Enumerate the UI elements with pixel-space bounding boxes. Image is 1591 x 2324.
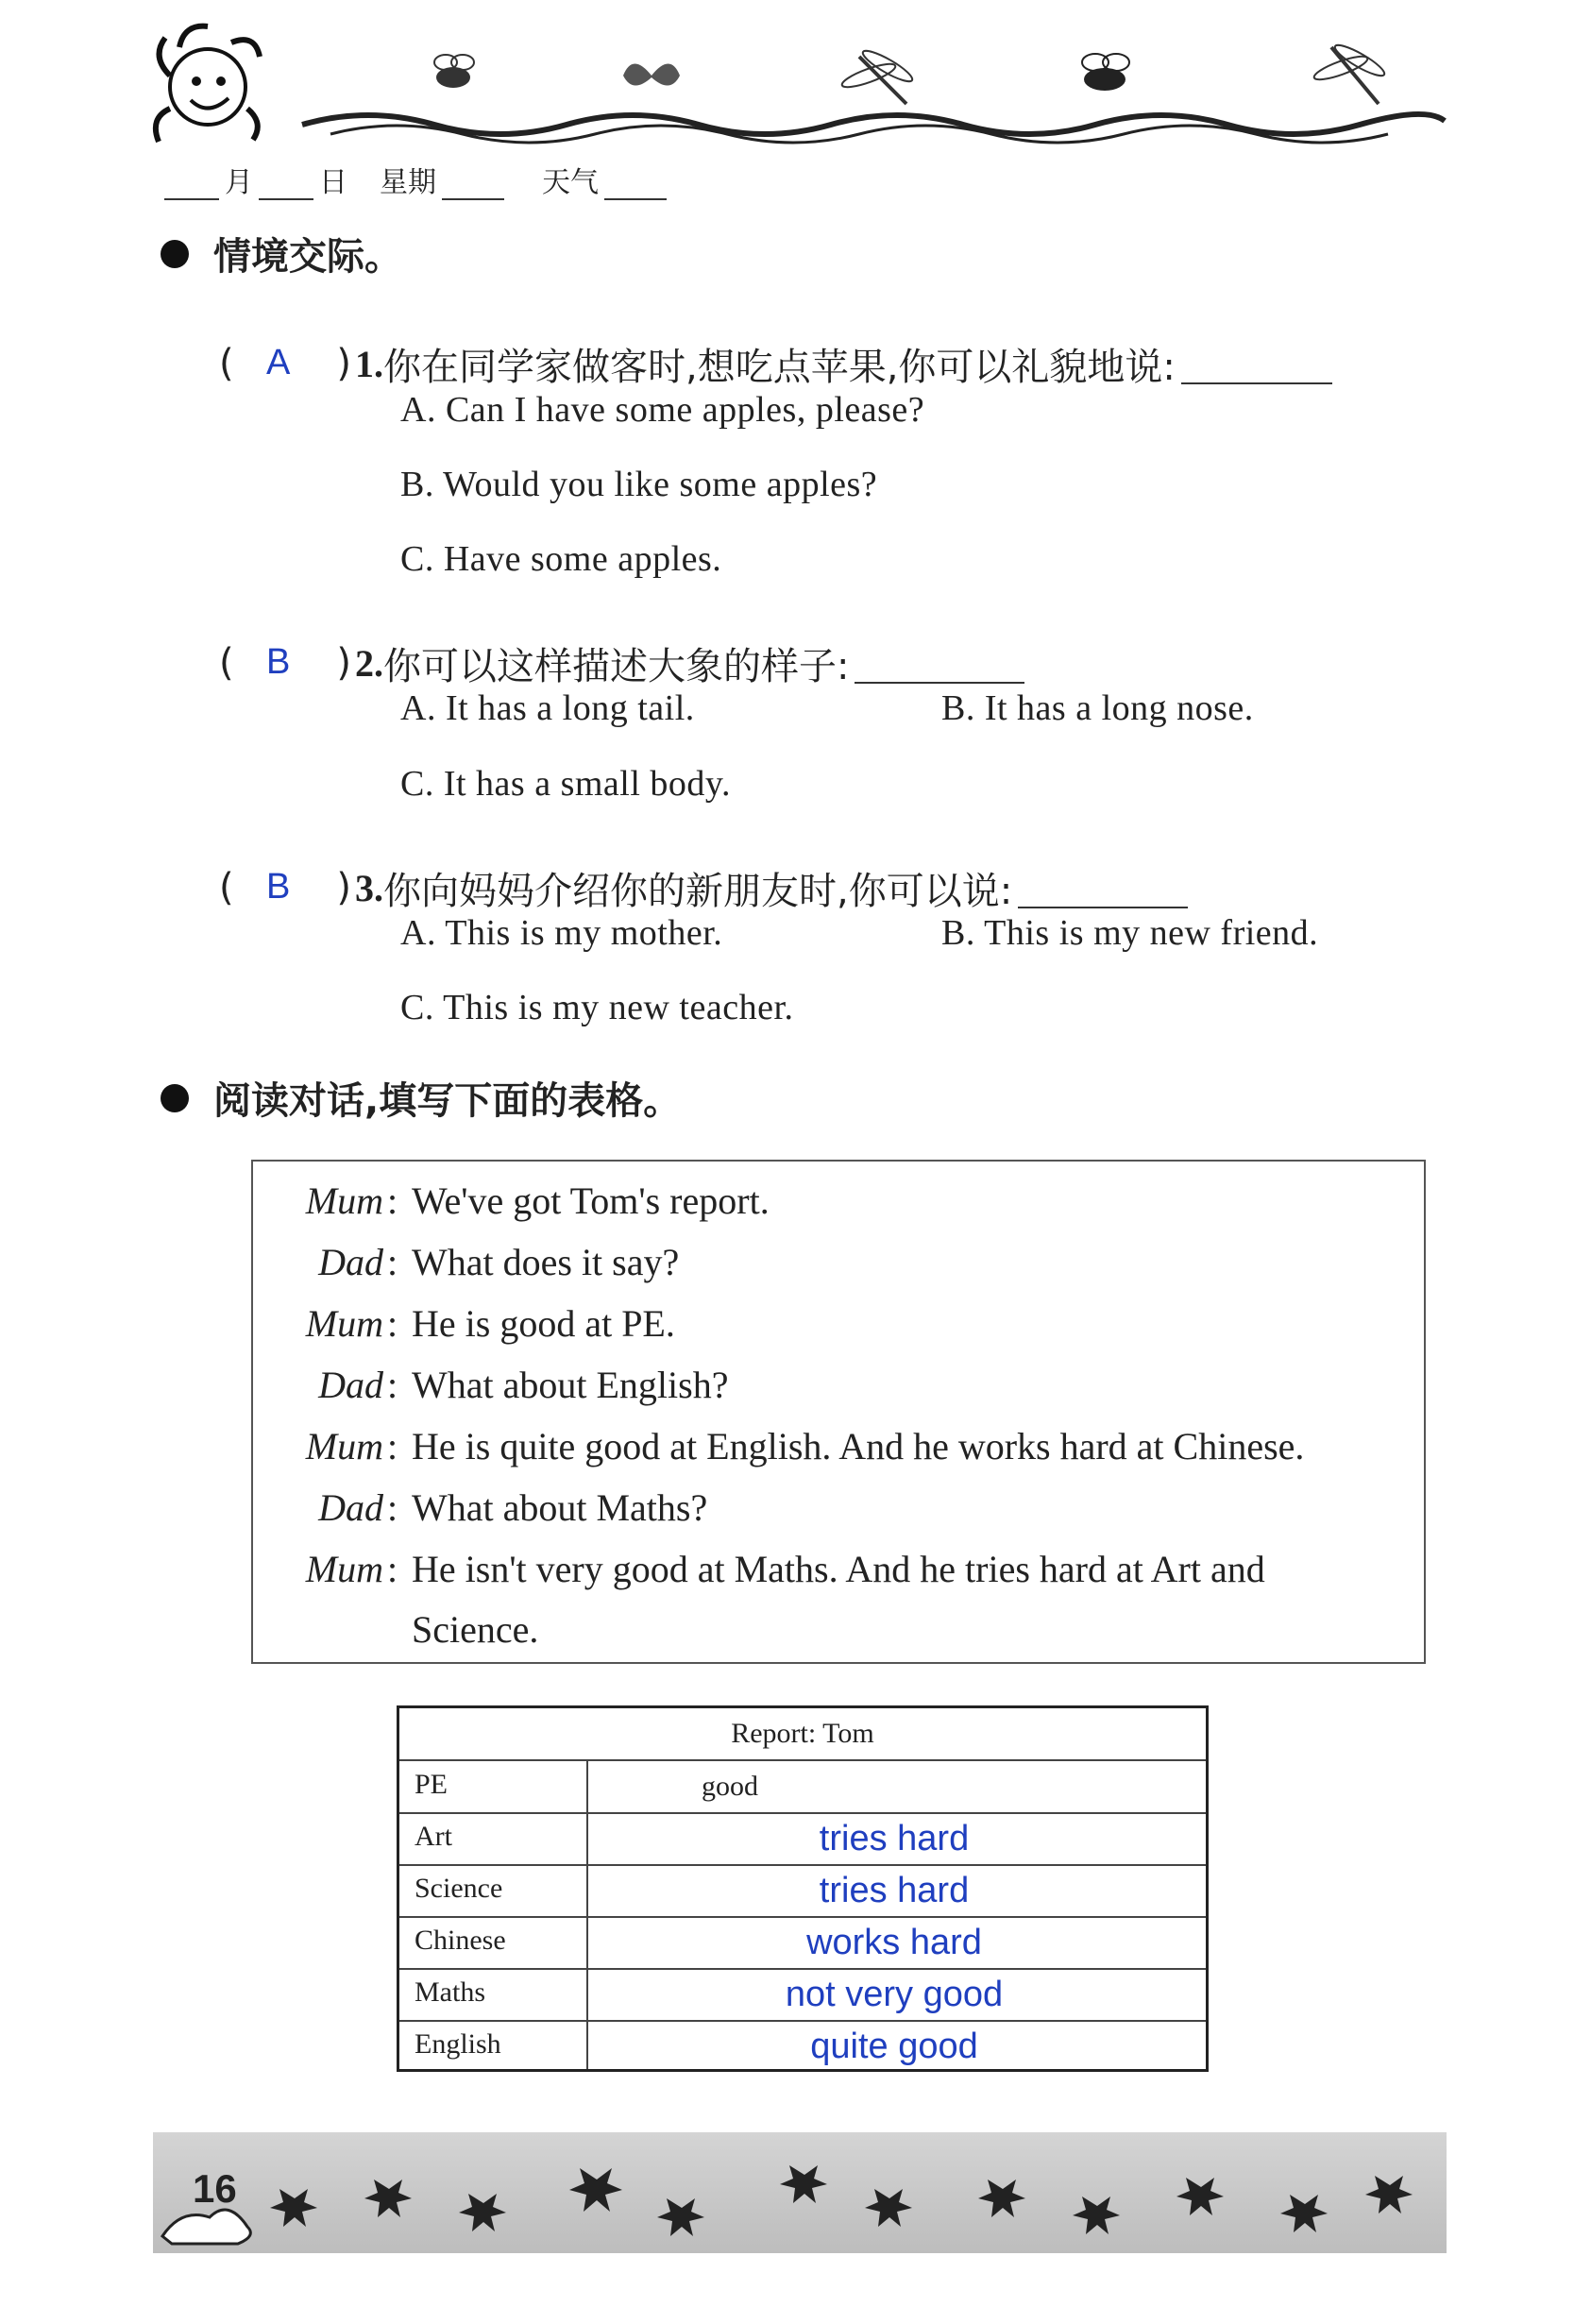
wasp-icon xyxy=(1082,54,1129,91)
speaker: Dad xyxy=(318,1364,383,1406)
subject-cell: PE xyxy=(415,1769,449,1800)
answer-1: A xyxy=(266,342,291,382)
q2-option-c: C. It has a small body. xyxy=(400,764,731,804)
dialog-text: He is good at PE. xyxy=(412,1302,675,1345)
bullet-dot-icon xyxy=(161,240,189,268)
month-label: 月 xyxy=(225,166,253,199)
section-1-title: 情境交际。 xyxy=(213,235,402,279)
value-cell[interactable]: tries hard xyxy=(819,1871,970,1910)
value-cell: good xyxy=(702,1771,758,1802)
table-row xyxy=(399,1761,1206,1814)
dialog-box: Mum : We've got Tom's report. Dad : What does it say? Mum : He is good at PE. Dad : What about English? Mum : He is quite good at English. And he works hard at Chinese. Dad : What about Maths? Mum : He isn't very good at Maths. And he tries hard at Art and Science. xyxy=(251,1160,1426,1664)
dialog-text: What does it say? xyxy=(412,1241,680,1283)
table-row xyxy=(399,1969,1206,2022)
question-3: ( B ) 3. 你向妈妈介绍你的新朋友时,你可以说: xyxy=(219,861,1188,915)
subject-cell: Chinese xyxy=(415,1925,506,1956)
q2-option-b: B. It has a long nose. xyxy=(941,688,1254,728)
speaker: Dad xyxy=(318,1486,383,1529)
weather-label: 天气 xyxy=(542,166,599,199)
bee-icon xyxy=(434,55,474,88)
speaker: Mum xyxy=(305,1548,383,1590)
day-label: 日 xyxy=(319,166,347,199)
subject-cell: Science xyxy=(415,1873,503,1904)
footer-band xyxy=(153,2132,1447,2253)
q3-option-b: B. This is my new friend. xyxy=(941,913,1319,953)
weekday-label: 星期 xyxy=(380,166,436,199)
section-2-title: 阅读对话,填写下面的表格。 xyxy=(213,1079,682,1123)
dialog-text: He isn't very good at Maths. And he tries hard at Art and xyxy=(412,1548,1265,1590)
table-title-row xyxy=(399,1708,1206,1761)
speaker: Dad xyxy=(318,1241,383,1283)
sun-icon xyxy=(156,26,260,142)
dialog-text: He is quite good at English. And he works hard at Chinese. xyxy=(412,1425,1305,1467)
month-blank xyxy=(164,168,219,200)
section-2-header xyxy=(161,1071,681,1125)
q2-option-a: A. It has a long tail. xyxy=(400,688,695,728)
leaves-decoration xyxy=(153,2132,1447,2253)
value-cell[interactable]: tries hard xyxy=(819,1819,970,1858)
question-1: ( A ) 1. 你在同学家做客时,想吃点苹果,你可以礼貌地说: xyxy=(219,337,1332,391)
subject-cell: English xyxy=(415,2028,501,2060)
question-2: ( B ) 2. 你可以这样描述大象的样子: xyxy=(219,636,1024,690)
table-row xyxy=(399,1865,1206,1918)
page-number: 16 xyxy=(193,2166,237,2211)
question-1-prompt: 你在同学家做客时,想吃点苹果,你可以礼貌地说: xyxy=(383,346,1176,389)
weather-blank xyxy=(604,168,667,200)
question-2-prompt: 你可以这样描述大象的样子: xyxy=(383,645,850,688)
question-2-blank xyxy=(855,644,1024,684)
q3-option-c: C. This is my new teacher. xyxy=(400,988,794,1027)
table-title: Report: Tom xyxy=(731,1718,874,1749)
dragonfly-icon-2 xyxy=(1312,41,1387,104)
subject-cell: Art xyxy=(415,1821,452,1852)
table-row xyxy=(399,2021,1206,2069)
value-cell[interactable]: not very good xyxy=(785,1975,1004,2014)
bullet-dot-icon xyxy=(161,1084,189,1112)
header-decoration xyxy=(142,19,1464,161)
dragonfly-icon xyxy=(839,46,915,104)
question-1-blank xyxy=(1181,345,1332,384)
section-1-header xyxy=(161,227,402,280)
dialog-line-7-continuation: Science. xyxy=(412,1608,539,1651)
answer-2: B xyxy=(266,641,291,682)
speaker: Mum xyxy=(305,1302,383,1345)
question-1-number: 1. xyxy=(355,343,383,385)
speaker: Mum xyxy=(305,1179,383,1222)
question-2-number: 2. xyxy=(355,642,383,685)
day-blank xyxy=(259,168,313,200)
q1-option-b: B. Would you like some apples? xyxy=(400,465,878,504)
answer-3: B xyxy=(266,866,291,907)
date-row xyxy=(159,159,672,200)
table-row xyxy=(399,1917,1206,1970)
q3-option-a: A. This is my mother. xyxy=(400,913,723,953)
q1-option-c: C. Have some apples. xyxy=(400,539,722,579)
question-3-prompt: 你向妈妈介绍你的新朋友时,你可以说: xyxy=(383,870,1013,913)
value-cell[interactable]: quite good xyxy=(810,2027,978,2066)
question-3-number: 3. xyxy=(355,867,383,909)
question-3-blank xyxy=(1018,869,1188,908)
butterfly-icon xyxy=(623,64,680,86)
subject-cell: Maths xyxy=(415,1976,485,2008)
table-row xyxy=(399,1813,1206,1866)
speaker: Mum xyxy=(305,1425,383,1467)
dialog-text: We've got Tom's report. xyxy=(412,1179,770,1222)
value-cell[interactable]: works hard xyxy=(806,1923,982,1962)
dialog-text: What about English? xyxy=(412,1364,729,1406)
q1-option-a: A. Can I have some apples, please? xyxy=(400,390,925,430)
dialog-text: What about Maths? xyxy=(412,1486,708,1529)
weekday-blank xyxy=(442,168,504,200)
report-table xyxy=(397,1705,1209,2072)
